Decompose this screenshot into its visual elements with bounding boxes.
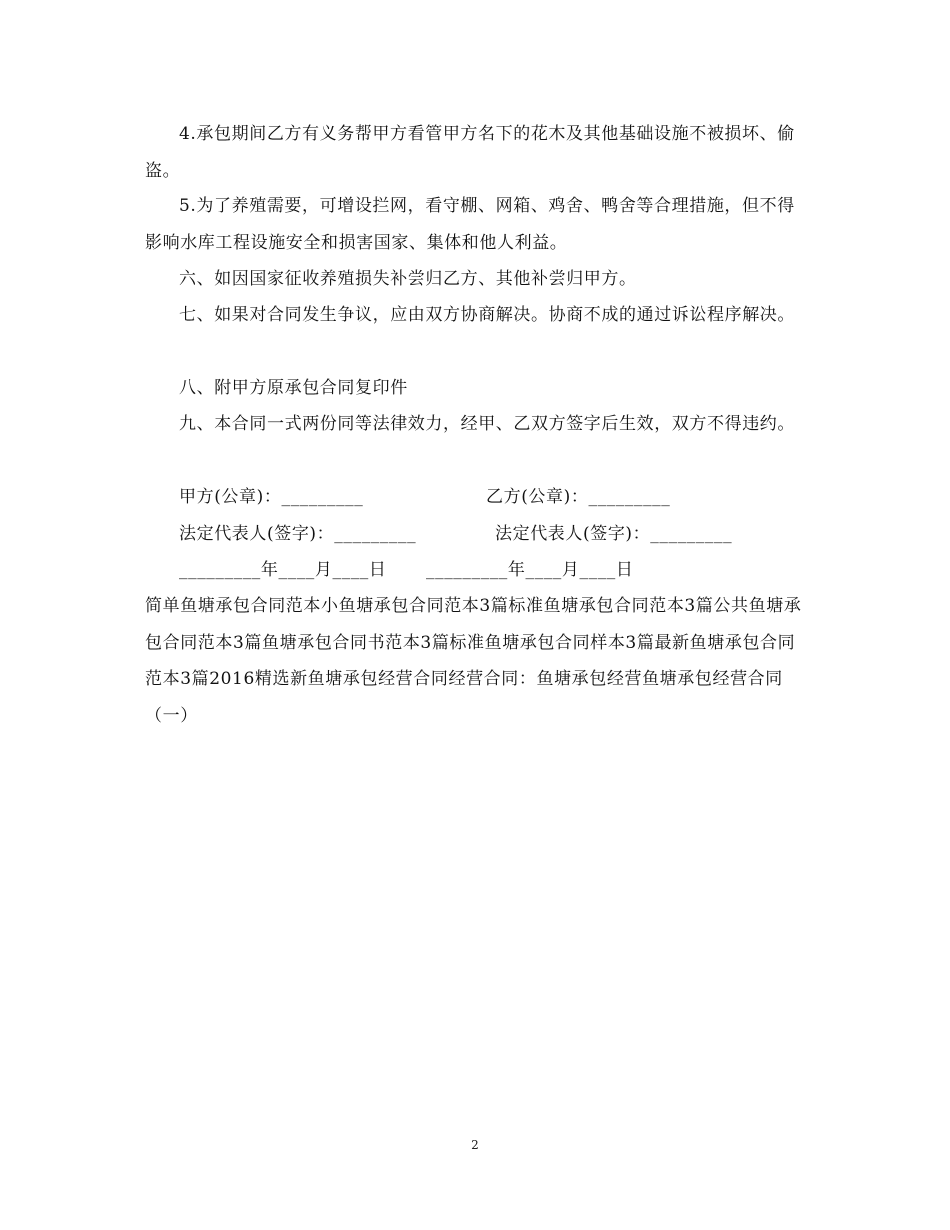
clause-8: 八、附甲方原承包合同复印件 (179, 378, 408, 398)
clause-5: 5.为了养殖需要，可增设拦网，看守棚、网箱、鸡舍、鸭舍等合理措施，但不得影响水库工程设施安全和损害国家、集体和他人利益。 (145, 196, 795, 253)
party-a-date: _________年____月____日 (179, 560, 387, 580)
related-contracts-text: 简单鱼塘承包合同范本小鱼塘承包合同范本3篇标准鱼塘承包合同范本3篇公共鱼塘承包合同范本3篇鱼塘承包合同书范本3篇标准鱼塘承包合同样本3篇最新鱼塘承包合同范本3篇2016精选新鱼塘承包经营合同经营合同：鱼塘承包经营鱼塘承包经营合同（一） (145, 596, 802, 726)
page-number: 2 (471, 1138, 479, 1152)
party-a-seal: 甲方(公章)：_________ (179, 487, 364, 507)
party-b-representative: 法定代表人(签字)：_________ (495, 524, 733, 544)
party-b-date: _________年____月____日 (426, 560, 634, 580)
clause-9: 九、本合同一式两份同等法律效力，经甲、乙双方签字后生效，双方不得违约。 (179, 414, 795, 434)
clause-4: 4.承包期间乙方有义务帮甲方看管甲方名下的花木及其他基础设施不被损坏、偷盗。 (145, 124, 795, 181)
clause-7: 七、如果对合同发生争议，应由双方协商解决。协商不成的通过诉讼程序解决。 (179, 305, 795, 325)
party-a-representative: 法定代表人(签字)：_________ (179, 524, 417, 544)
party-b-seal: 乙方(公章)：_________ (486, 487, 671, 507)
clause-6: 六、如因国家征收养殖损失补尝归乙方、其他补尝归甲方。 (179, 269, 637, 289)
